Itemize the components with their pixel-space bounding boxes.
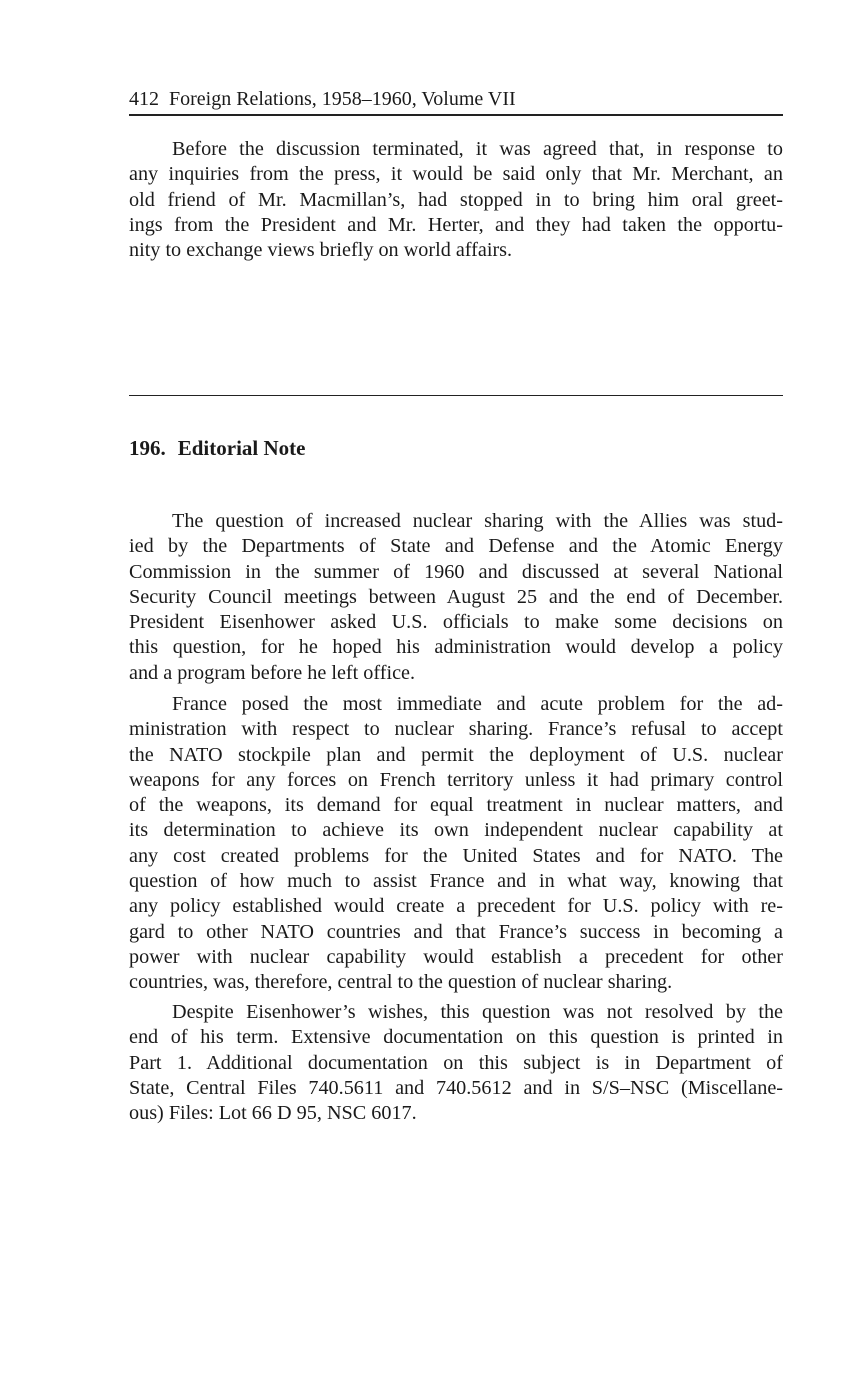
section-title: Editorial Note <box>177 436 306 460</box>
paragraph-line: the NATO stockpile plan and permit the deployment of U.S. nuclear <box>129 743 783 766</box>
paragraph-line: and a program before he left office. <box>129 661 416 684</box>
paragraph-line: ous) Files: Lot 66 D 95, NSC 6017. <box>129 1102 417 1125</box>
paragraph-line: Part 1. Additional documentation on this subject is in Department of <box>129 1051 783 1074</box>
paragraph-line: The question of increased nuclear sharing with the Allies was stud- <box>172 510 783 532</box>
paragraph-line: weapons for any forces on French territory unless it had primary control <box>129 768 783 791</box>
running-head <box>129 86 783 116</box>
body-paragraph-2 <box>129 692 783 996</box>
paragraph-line: President Eisenhower asked U.S. officials to make some decisions on <box>129 611 783 634</box>
paragraph-line: end of his term. Extensive documentation on this question is printed in <box>129 1026 783 1049</box>
paragraph-line: ied by the Departments of State and Defense and the Atomic Energy <box>129 535 783 558</box>
intro-paragraph <box>129 137 783 263</box>
paragraph-line: Commission in the summer of 1960 and discussed at several National <box>129 560 783 583</box>
paragraph-line: any cost created problems for the United States and for NATO. The <box>129 844 783 867</box>
section-heading <box>129 434 305 462</box>
paragraph-line: ministration with respect to nuclear sharing. France’s refusal to accept <box>129 718 783 741</box>
intro-paragraph-line: old friend of Mr. Macmillan’s, had stopped in to bring him oral greet- <box>129 188 783 211</box>
body-paragraph-1 <box>129 509 783 686</box>
paragraph-line: Despite Eisenhower’s wishes, this question was not resolved by the <box>172 1001 783 1023</box>
paragraph-line: power with nuclear capability would establish a precedent for other <box>129 945 783 968</box>
intro-paragraph-line: any inquiries from the press, it would be said only that Mr. Merchant, an <box>129 163 783 186</box>
paragraph-line: its determination to achieve its own independent nuclear capability at <box>129 819 783 842</box>
paragraph-line: gard to other NATO countries and that France’s success in becoming a <box>129 920 783 943</box>
paragraph-line: any policy established would create a precedent for U.S. policy with re- <box>129 895 783 918</box>
paragraph-line: of the weapons, its demand for equal treatment in nuclear matters, and <box>129 794 783 817</box>
page-number: 412 <box>129 88 159 110</box>
intro-paragraph-line: ings from the President and Mr. Herter, and they had taken the opportu- <box>129 213 783 236</box>
section-number: 196. <box>129 436 166 460</box>
body-paragraph-3 <box>129 1000 783 1126</box>
paragraph-line: State, Central Files 740.5611 and 740.5612 and in S/S–NSC (Miscellane- <box>129 1076 783 1099</box>
running-head-title: Foreign Relations, 1958–1960, Volume VII <box>169 88 516 110</box>
intro-paragraph-line: Before the discussion terminated, it was agreed that, in response to <box>172 138 783 160</box>
paragraph-line: this question, for he hoped his administration would develop a policy <box>129 636 783 659</box>
intro-paragraph-line: nity to exchange views briefly on world affairs. <box>129 239 513 262</box>
section-divider <box>129 395 783 396</box>
paragraph-line: Security Council meetings between August 25 and the end of December. <box>129 585 783 608</box>
paragraph-line: France posed the most immediate and acute problem for the ad- <box>172 693 783 715</box>
paragraph-line: countries, was, therefore, central to the question of nuclear sharing. <box>129 971 673 994</box>
paragraph-line: question of how much to assist France and in what way, knowing that <box>129 870 783 893</box>
